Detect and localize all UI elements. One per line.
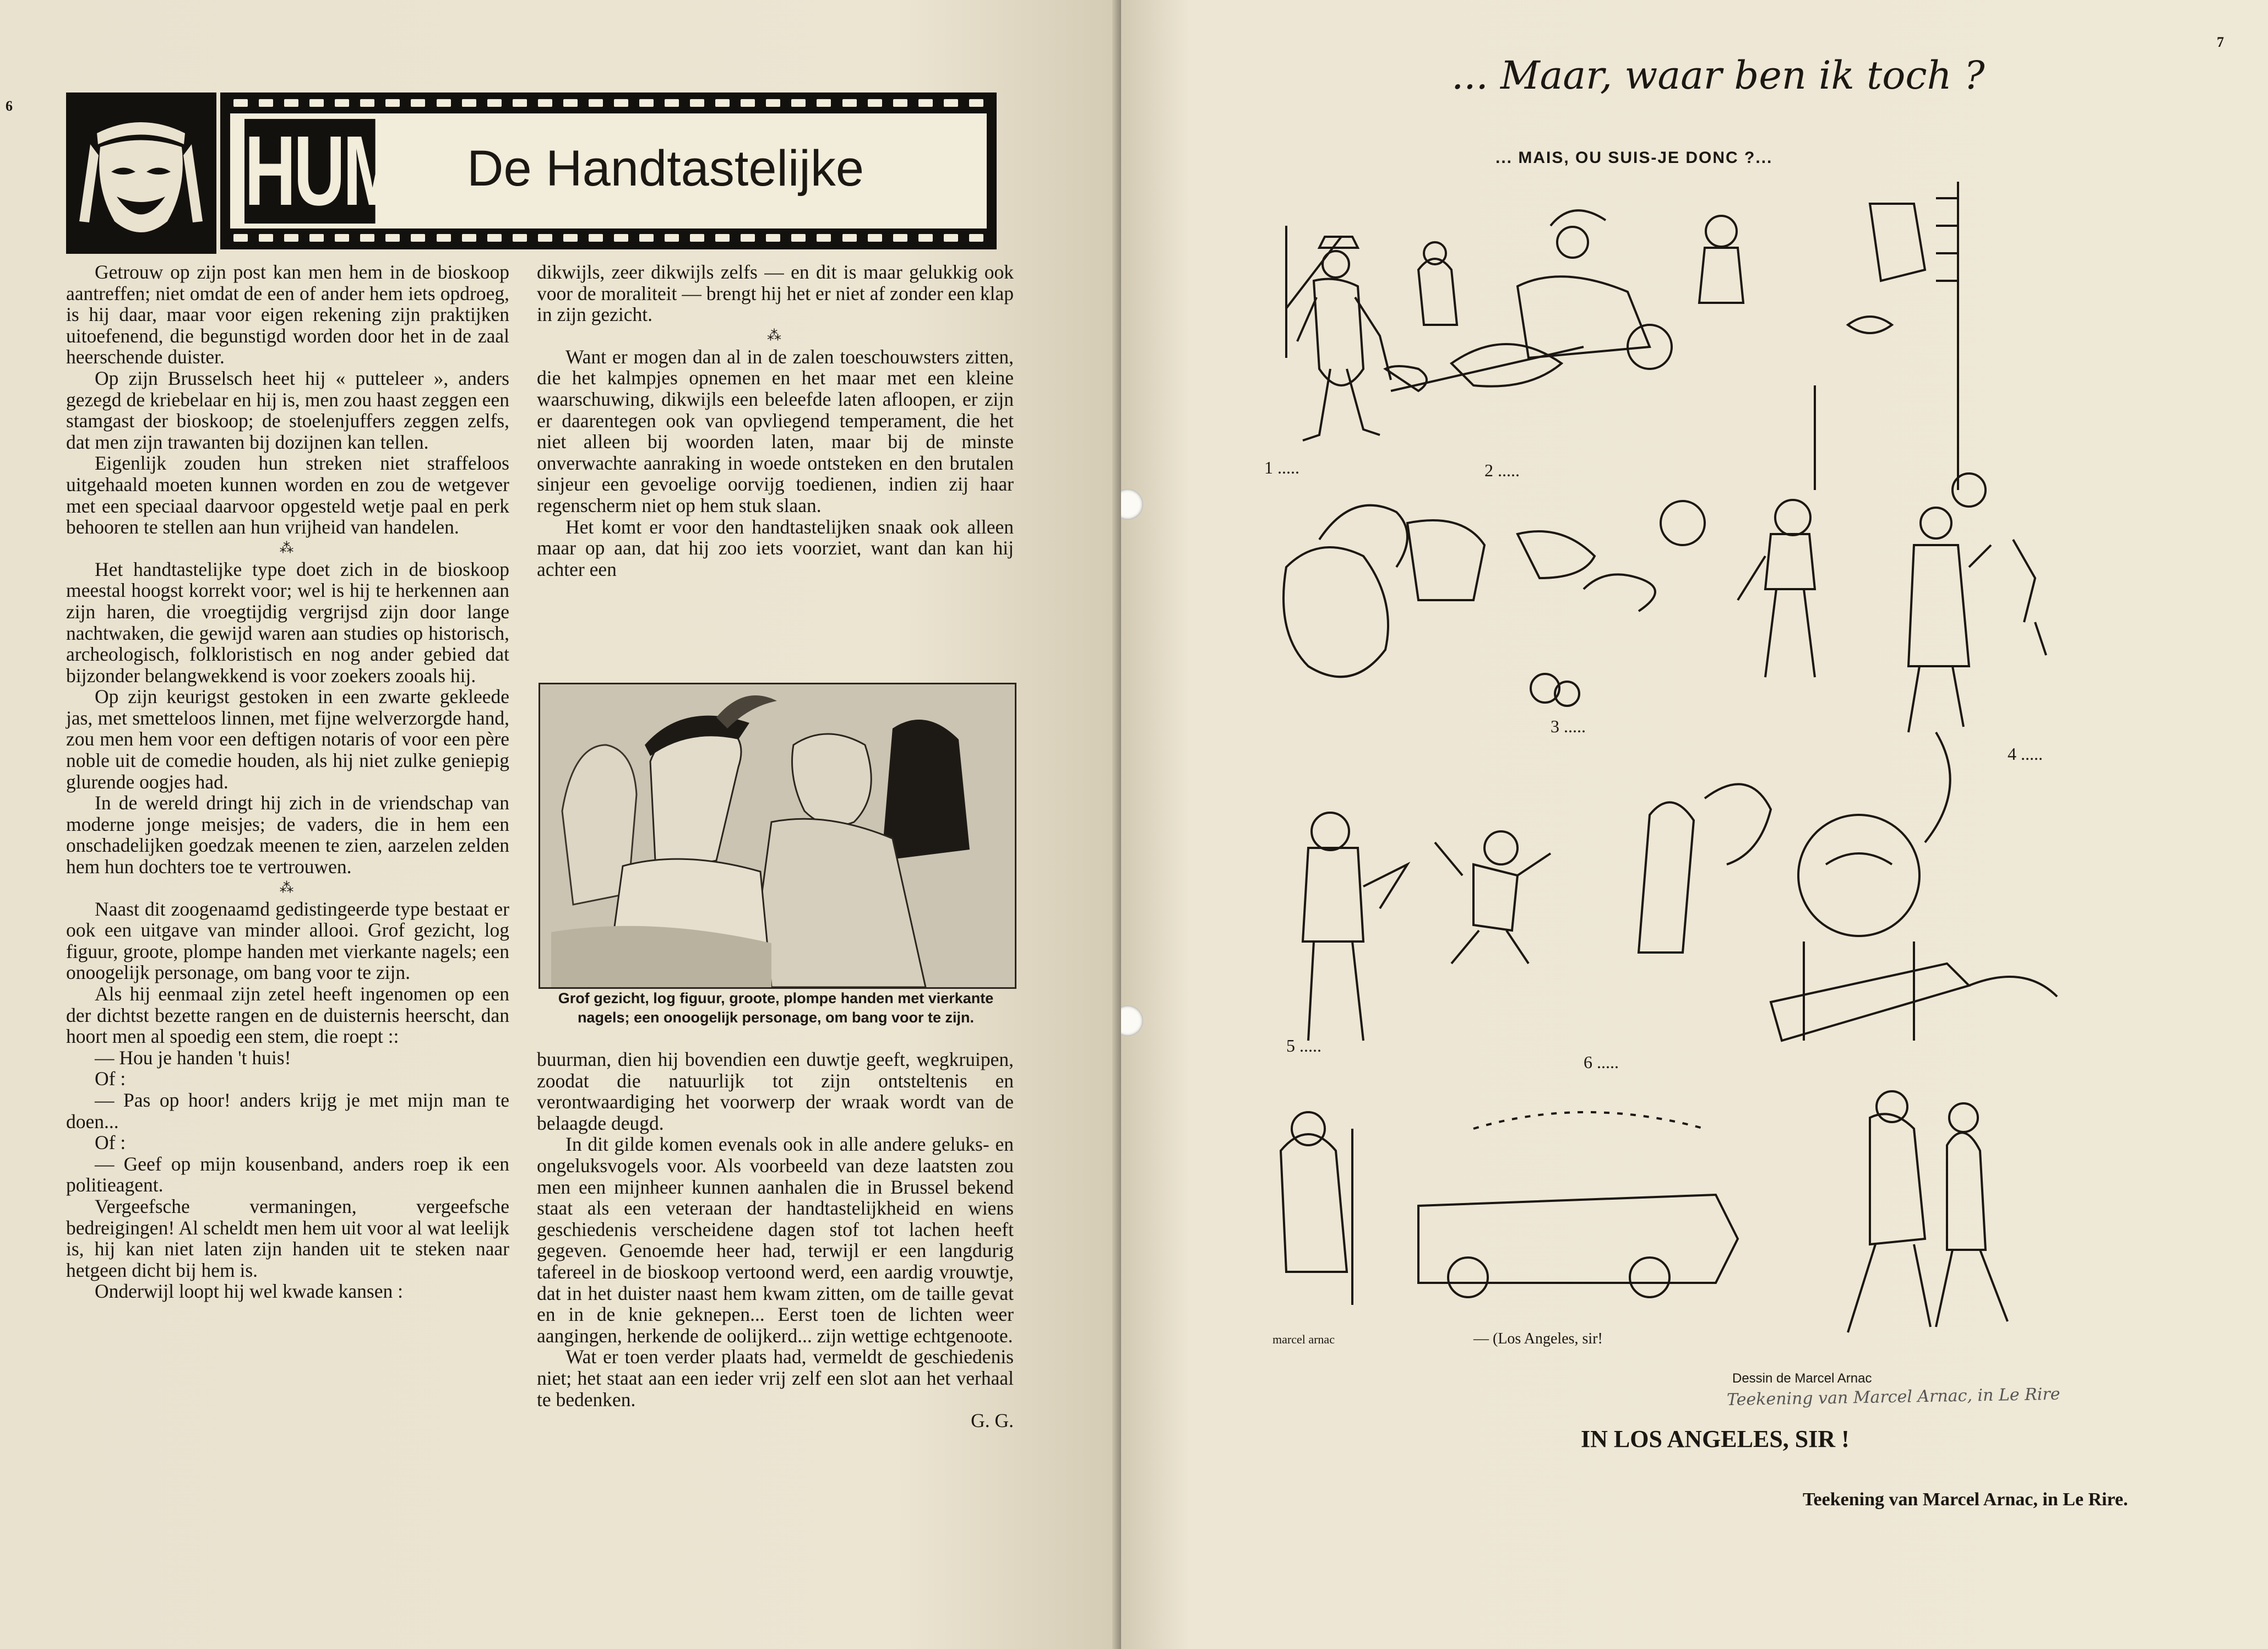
paragraph: Het handtastelijke type doet zich in de bioskoop meestal hoogst korrekt voor; wel is hij te herkennen aan zijn haren, die vroegtijdig vergrijsd zijn door lange nachtwaken, die gewijd waren aan studies op historisch, archeologisch, folkloristisch en nog ander gebied dat bijzonder belangwekkend is voor zoekers zooals hij. — [66, 558, 509, 687]
cartoon-title: ... Maar, waar ben ik toch ? — [1451, 53, 1985, 98]
right-page — [1121, 0, 2268, 1649]
panel-label: 2 ..... — [1484, 460, 1520, 480]
article-column-2-bottom — [537, 1049, 1014, 1432]
comic-panel-4 — [1908, 474, 2046, 764]
comedy-mask-icon — [66, 92, 216, 254]
paragraph: In dit gilde komen evenals ook in alle andere geluks- en ongeluksvogels voor. Als voorbeeld van deze laatsten zou men een mijnheer kunnen aanhalen die in Brussel bekend staat als een veteraan der handtastelijkheid en wiens geschiedenis verscheidene dagen stof tot lachen heeft gegeven. Genoemde heer had, terwijl er een langdurig tafereel in de bioskoop vertoond werd, een aardig vrouwtje, dat in het duister naast hem kwam zitten, om de taille gevat en in de knie geknepen... Eerst toen de lichten weer aangingen, herkende de oolijkerd... zijn wettige echtgenoote. — [537, 1133, 1014, 1347]
panel-label: 6 ..... — [1584, 1052, 1619, 1072]
cartoon-subtitle: ... MAIS, OU SUIS-JE DONC ?... — [1495, 149, 1773, 167]
cartoon-credit: Teekening van Marcel Arnac, in Le Rire. — [1803, 1489, 2128, 1510]
illustration-couple-in-cinema — [539, 683, 1016, 989]
page-number-right: 7 — [2217, 34, 2224, 50]
paragraph: Als hij eenmaal zijn zetel heeft ingenomen op een der dichtst bezette rangen en de duisternis heerscht, dan hoort men al spoedig een stem, die roept :: — [66, 983, 509, 1048]
comic-panel-7 — [1272, 1091, 2008, 1347]
paragraph: — Pas op hoor! anders krijg je met mijn man te doen... — [66, 1089, 509, 1133]
paragraph: Eigenlijk zouden hun streken niet straffeloos uitgehaald moeten kunnen worden en zou de wetgever met een speciaal daarvoor opgesteld wetje paal en perk behooren te stellen aan hun vrijheid van handelen. — [66, 452, 509, 538]
panel-label: 5 ..... — [1286, 1036, 1321, 1055]
comic-panel-2 — [1385, 210, 1743, 480]
comic-panel-6 — [1584, 732, 2057, 1072]
article-column-1 — [66, 262, 509, 1302]
illustration-caption: Grof gezicht, log figuur, groote, plompe handen met vierkante nagels; een onoogelijk personage, om bang voor te zijn. — [558, 990, 994, 1026]
section-divider: ⁂ — [279, 879, 296, 896]
comic-panel-3 — [1283, 505, 1655, 736]
page-number-left: 6 — [6, 98, 13, 114]
binding-hole — [1121, 1005, 1143, 1036]
cartoon-caption: IN LOS ANGELES, SIR ! — [1581, 1425, 1850, 1452]
artist-signature: marcel arnac — [1272, 1332, 1335, 1346]
paragraph: Op zijn Brusselsch heet hij « putteleer », anders gezegd de kriebelaar en hij is, men zou haast zeggen een stamgast der bioskoop; de stoelenjuffers zeggen zelfs, dat men zijn trawanten bij dozijnen kan tellen. — [66, 367, 509, 453]
section-divider: ⁂ — [767, 327, 784, 344]
paragraph: buurman, dien hij bovendien een duwtje geeft, wegkruipen, zoodat die natuurlijk tot zijn ontsteltenis en verontwaardiging het voorwerp der wraak wordt van de belaagde deugd. — [537, 1048, 1014, 1134]
article-column-2-top — [537, 262, 1014, 580]
panel-label: 1 ..... — [1264, 458, 1299, 477]
handwritten-note: Teekening van Marcel Arnac, in Le Rire — [1726, 1384, 2060, 1410]
paragraph: Onderwijl loopt hij wel kwade kansen : — [95, 1280, 403, 1303]
author-signature: G. G. — [971, 1409, 1014, 1432]
comic-panel-3b — [1661, 500, 1815, 677]
left-page — [0, 0, 1121, 1649]
paragraph: Wat er toen verder plaats had, vermeldt de geschiedenis niet; het staat aan een ieder vrij zelf een slot aan het verhaal te bedenken. — [537, 1346, 1014, 1411]
comic-panel-2b — [1815, 182, 1958, 490]
paragraph: Op zijn keurigst gestoken in een zwarte gekleede jas, met smetteloos linnen, met fijne welverzorgde hand, zou men hem voor een deftigen notaris of voor een père noble uit de comedie houden, als hij niet zulke geniepig glurende oogjes had. — [66, 685, 509, 793]
paragraph: — Hou je handen 't huis! — [95, 1046, 291, 1069]
article-headline: De Handtastelijke — [467, 140, 864, 197]
binding-hole — [1121, 489, 1143, 520]
paragraph: Getrouw op zijn post kan men hem in de bioskoop aantreffen; niet omdat de een of ander hem iets opdroeg, is hij daar, maar voor eigen rekening zijn praktijken uitoefenend, die begunstigd worden door het in de zaal heerschende duister. — [66, 261, 509, 368]
paragraph: Of : — [95, 1131, 126, 1154]
paragraph: Want er mogen dan al in de zalen toeschouwsters zitten, die het kalmpjes opnemen en het maar met een kleine waarschuwing, dikwijls een beleefde laten afloopen, er zijn er daarentegen ook van opvliegend temperament, die het niet alleen bij woorden laten, maar bij de minste onverwachte aanraking in woede ontsteken en den brutalen sinjeur een gevoelige oorvijg toedienen, indien zij haar regenscherm niet op hem stuk slaan. — [537, 345, 1014, 516]
panel-label: 3 ..... — [1551, 716, 1586, 736]
paragraph: Het komt er voor den handtastelijken snaak ook alleen maar op aan, dat hij zoo iets voorziet, want dan kan hij achter een — [537, 515, 1014, 580]
paragraph: Vergeefsche vermaningen, vergeefsche bedreigingen! Al scheldt men hem uit voor al wat leelijk is, hij kan niet laten zijn handen uit te steken naar hetgeen dicht bij hem is. — [66, 1195, 509, 1281]
paragraph: Naast dit zoogenaamd gedistingeerde type bestaat er ook een uitgave van minder allooi. Grof gezicht, log figuur, groote, plompe handen met vierkante nagels; een onoogelijk personage, om bang voor te zijn. — [66, 897, 509, 984]
paragraph: dikwijls, zeer dikwijls zelfs — en dit is maar gelukkig ook voor de moraliteit — brengt hij het er niet af zonder een klap in zijn gezicht. — [537, 261, 1014, 326]
section-label: HUMOR — [244, 116, 502, 226]
panel-quote: — (Los Angeles, sir! — [1473, 1330, 1603, 1347]
panel-label: 4 ..... — [2008, 744, 2043, 764]
masthead — [66, 92, 997, 249]
dessin-credit: Dessin de Marcel Arnac — [1732, 1371, 1872, 1386]
section-divider: ⁂ — [279, 540, 296, 556]
comic-panel-5 — [1286, 813, 1551, 1055]
paragraph: Of : — [95, 1068, 126, 1090]
comic-panel-1 — [1264, 226, 1391, 477]
film-strip-banner — [220, 92, 997, 249]
comic-strip — [1253, 182, 2189, 1382]
paragraph: In de wereld dringt hij zich in de vriendschap van moderne jonge meisjes; de vaders, die in hem een onschadelijken goedzak meenen te zien, aarzelen zelden hem hun dochters toe te vertrouwen. — [66, 792, 509, 878]
paragraph: — Geef op mijn kousenband, anders roep ik een politieagent. — [66, 1152, 509, 1196]
